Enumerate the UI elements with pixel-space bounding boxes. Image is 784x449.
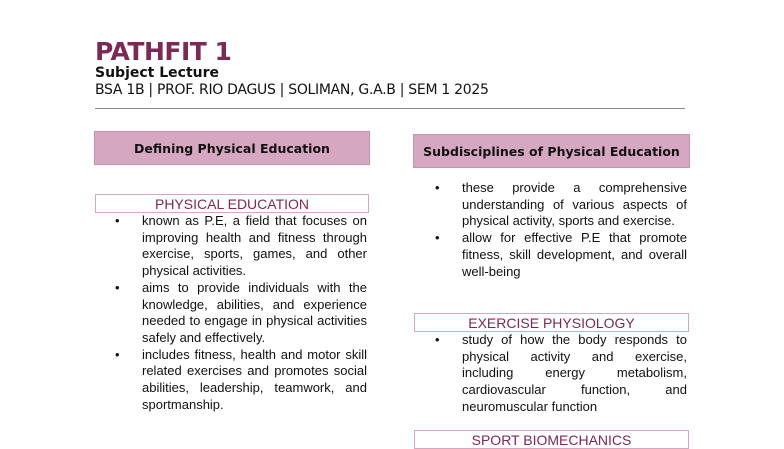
list-item: • allow for effective P.E that promote fitness, skill development, and overall well-being [435, 230, 687, 280]
physical-education-label: PHYSICAL EDUCATION [95, 194, 369, 213]
list-item: • these provide a comprehensive understanding of various aspects of physical activity, sports and exercise. [435, 180, 687, 230]
exercise-physiology-label: EXERCISE PHYSIOLOGY [414, 313, 689, 332]
course-meta: BSA 1B | PROF. RIO DAGUS | SOLIMAN, G.A.B | SEM 1 2025 [95, 82, 489, 98]
left-bullet-list [115, 213, 367, 413]
sport-biomechanics-label: SPORT BIOMECHANICS [414, 430, 689, 449]
exercise-physiology-list [435, 332, 687, 416]
header-divider [95, 108, 685, 109]
list-item: • aims to provide individuals with the knowledge, abilities, and experience needed to engage in physical activities safely and effectively. [115, 280, 367, 347]
page-title: PATHFIT 1 [95, 37, 232, 66]
left-section-header: Defining Physical Education [94, 131, 370, 165]
list-item: • includes fitness, health and motor skill related exercises and promotes social abilities, leadership, teamwork, and sportmanship. [115, 347, 367, 414]
page-subtitle: Subject Lecture [95, 65, 220, 81]
right-section-header: Subdisciplines of Physical Education [413, 134, 690, 168]
list-item: • study of how the body responds to physical activity and exercise, including energy metabolism, cardiovascular function, and neuromuscular function [435, 332, 687, 416]
list-item: • known as P.E, a field that focuses on improving health and fitness through exercise, sports, games, and other physical activities. [115, 213, 367, 280]
right-intro-list [435, 180, 687, 280]
